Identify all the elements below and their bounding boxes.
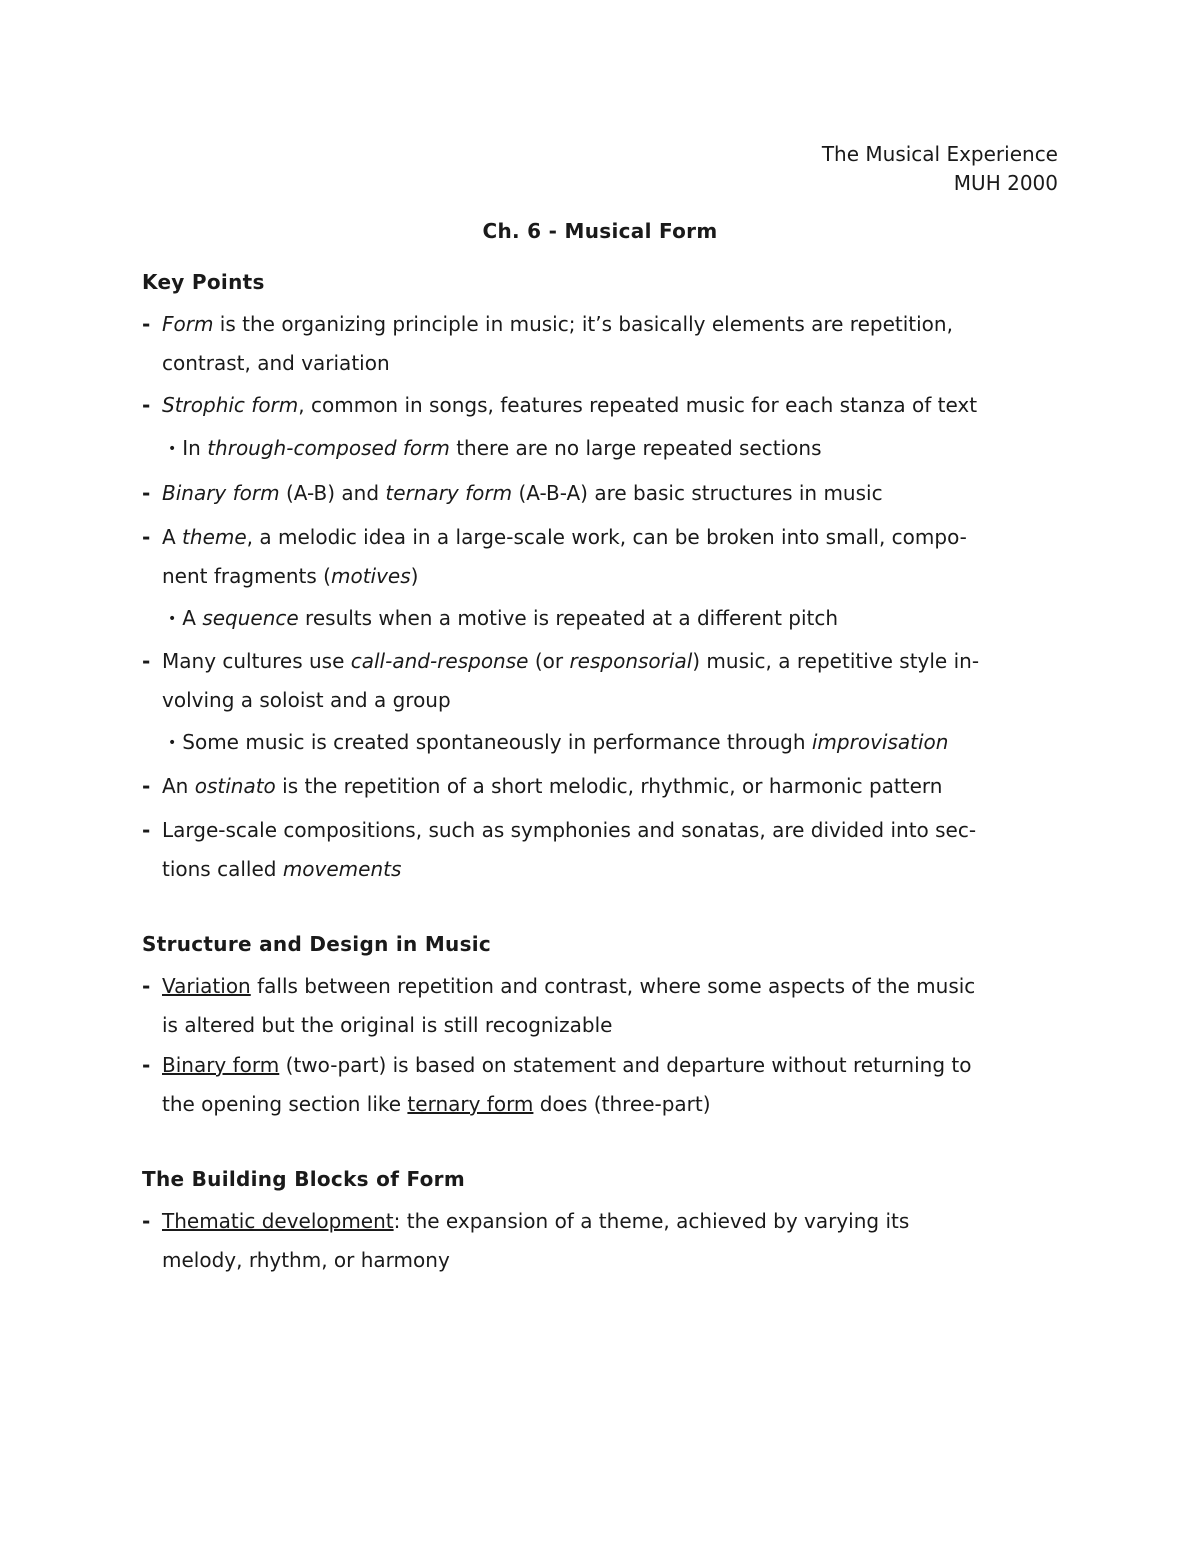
list-item — [142, 1202, 1052, 1280]
list-marker: - — [142, 393, 151, 417]
page-title: Ch. 6 - Musical Form — [482, 219, 718, 243]
course-code: MUH 2000 — [953, 171, 1058, 195]
course-header — [822, 140, 1058, 198]
list-item-text: Many cultures use call-and-response (or responsorial) music, a repetitive style in- volving a soloist and a group — [162, 649, 980, 712]
bullet-icon: • — [168, 735, 177, 751]
list-item-text: Strophic form, common in songs, features repeated music for each stanza of text — [162, 393, 978, 417]
list-item-text: Thematic development: the expansion of a theme, achieved by varying its melody, rhythm, or harmony — [162, 1209, 910, 1272]
bullet-icon: • — [168, 611, 177, 627]
section-heading-structure: Structure and Design in Music — [142, 932, 492, 956]
list-item-text: A theme, a melodic idea in a large-scale work, can be broken into small, compo- nent fragments (motives) — [162, 525, 967, 588]
list-item — [142, 1046, 1052, 1124]
list-item — [142, 305, 1052, 383]
list-item — [142, 386, 1052, 425]
course-title: The Musical Experience — [821, 142, 1058, 166]
sub-list-item: • In through-composed form there are no large repeated sections — [168, 436, 822, 460]
sub-list-item: • A sequence results when a motive is repeated at a different pitch — [168, 606, 839, 630]
list-item-text: Large-scale compositions, such as symphonies and sonatas, are divided into sec- tions called movements — [162, 818, 977, 881]
list-item-text: Binary form (A-B) and ternary form (A-B-A) are basic structures in music — [162, 481, 883, 505]
list-marker: - — [142, 1053, 151, 1077]
list-item-text: Binary form (two-part) is based on statement and departure without returning to the opening section like ternary form does (three-part) — [162, 1053, 972, 1116]
list-item — [142, 811, 1052, 889]
section-heading-key-points: Key Points — [142, 270, 265, 294]
list-item-text: Form is the organizing principle in music; it’s basically elements are repetition, contrast, and variation — [162, 312, 953, 375]
list-item — [142, 474, 1052, 513]
list-marker: - — [142, 312, 151, 336]
sub-list-item: • Some music is created spontaneously in performance through improvisation — [168, 730, 949, 754]
list-marker: - — [142, 481, 151, 505]
list-item — [142, 767, 1052, 806]
list-item — [142, 518, 1052, 596]
list-marker: - — [142, 818, 151, 842]
list-item-text: An ostinato is the repetition of a short melodic, rhythmic, or harmonic pattern — [162, 774, 943, 798]
list-marker: - — [142, 974, 151, 998]
bullet-icon: • — [168, 441, 177, 457]
list-item-text: Variation falls between repetition and contrast, where some aspects of the music is altered but the original is still recognizable — [162, 974, 976, 1037]
list-item — [142, 967, 1052, 1045]
list-marker: - — [142, 649, 151, 673]
list-item — [142, 642, 1052, 720]
section-heading-building-blocks: The Building Blocks of Form — [142, 1167, 465, 1191]
list-marker: - — [142, 525, 151, 549]
list-marker: - — [142, 774, 151, 798]
list-marker: - — [142, 1209, 151, 1233]
